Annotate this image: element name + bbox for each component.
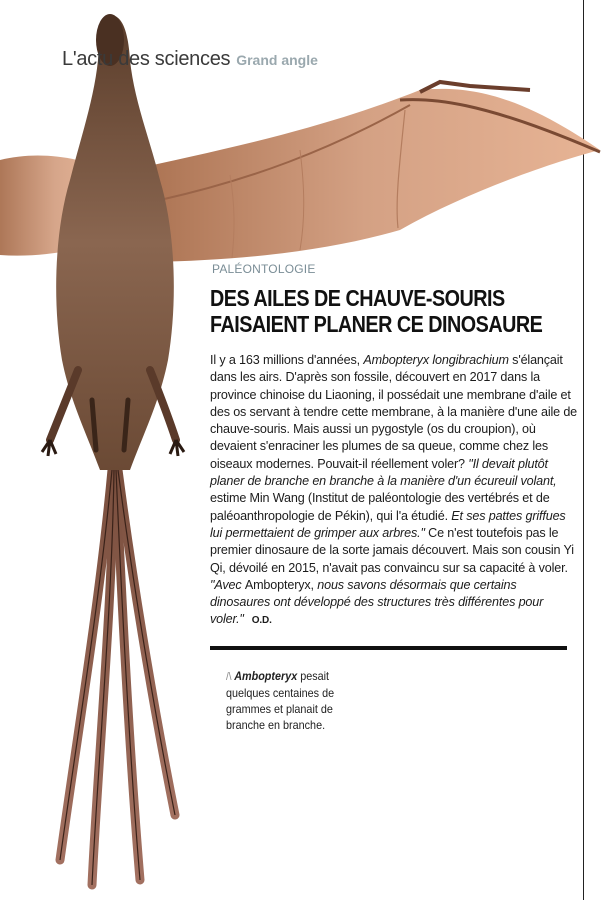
quote-run: nous savons désormais que certains dinosaures ont développé des structures très différentes pour voler.": [210, 577, 544, 627]
species-name: Ambopteryx longibrachium: [363, 353, 509, 367]
quote-run: Et ses pattes griffues lui permettaient de grimper aux arbres.": [210, 508, 566, 540]
author-signature: O.D.: [251, 615, 272, 627]
right-wing: [130, 89, 600, 262]
article-kicker: PALÉONTOLOGIE: [212, 262, 316, 276]
section-rubric: [62, 48, 318, 71]
headline-line-2: FAISAIENT PLANER CE DINOSAURE: [210, 311, 543, 337]
body-run: s'élançait dans les airs. D'après son fossile, découvert en 2017 dans la province chinoise du Liaoning, il possédait une membrane d'aile et des os servant à tendre cette membrane, à la manière d'une aile de chauve-souris. Mais aussi un pygostyle (os du croupion), où devaient s'enraciner les plumes de sa queue, comme chez les oiseaux modernes. Pouvait-il réellement voler?: [210, 353, 578, 471]
body-run: Ambopteryx,: [244, 577, 314, 592]
caption-divider: [210, 646, 567, 650]
article-body: [210, 352, 578, 630]
image-caption: [226, 668, 352, 733]
body-run: estime Min Wang (Institut de paléontologie des vertébrés et de paléoanthropologie de Pékin), qui l'a étudié.: [210, 491, 550, 523]
rubric-section: Grand angle: [236, 52, 318, 68]
triangle-outline-icon: /\: [226, 671, 232, 683]
body-run: Il y a 163 millions d'années,: [210, 353, 364, 367]
quote-run: "Avec: [210, 577, 245, 592]
quote-run: "Il devait plutôt planer de branche en branche à la manière d'un écureuil volant,: [210, 456, 557, 489]
article-headline: [210, 285, 543, 337]
dinosaur-body: [56, 15, 174, 470]
caption-text: pesait quelques centaines de grammes et planait de branche en branche.: [226, 669, 335, 732]
caption-species: Ambopteryx: [234, 669, 298, 683]
headline-line-1: DES AILES DE CHAUVE-SOURIS: [210, 285, 505, 311]
body-run: Ce n'est toutefois pas le premier dinosaure de la sorte jamais découvert. Mais son cousin Yi Qi, dévoilé en 2015, n'avait pas convaincu sur sa capacité à voler.: [210, 525, 574, 575]
rubric-title: L'actu des sciences: [62, 48, 231, 70]
article-paragraph: [210, 352, 578, 630]
